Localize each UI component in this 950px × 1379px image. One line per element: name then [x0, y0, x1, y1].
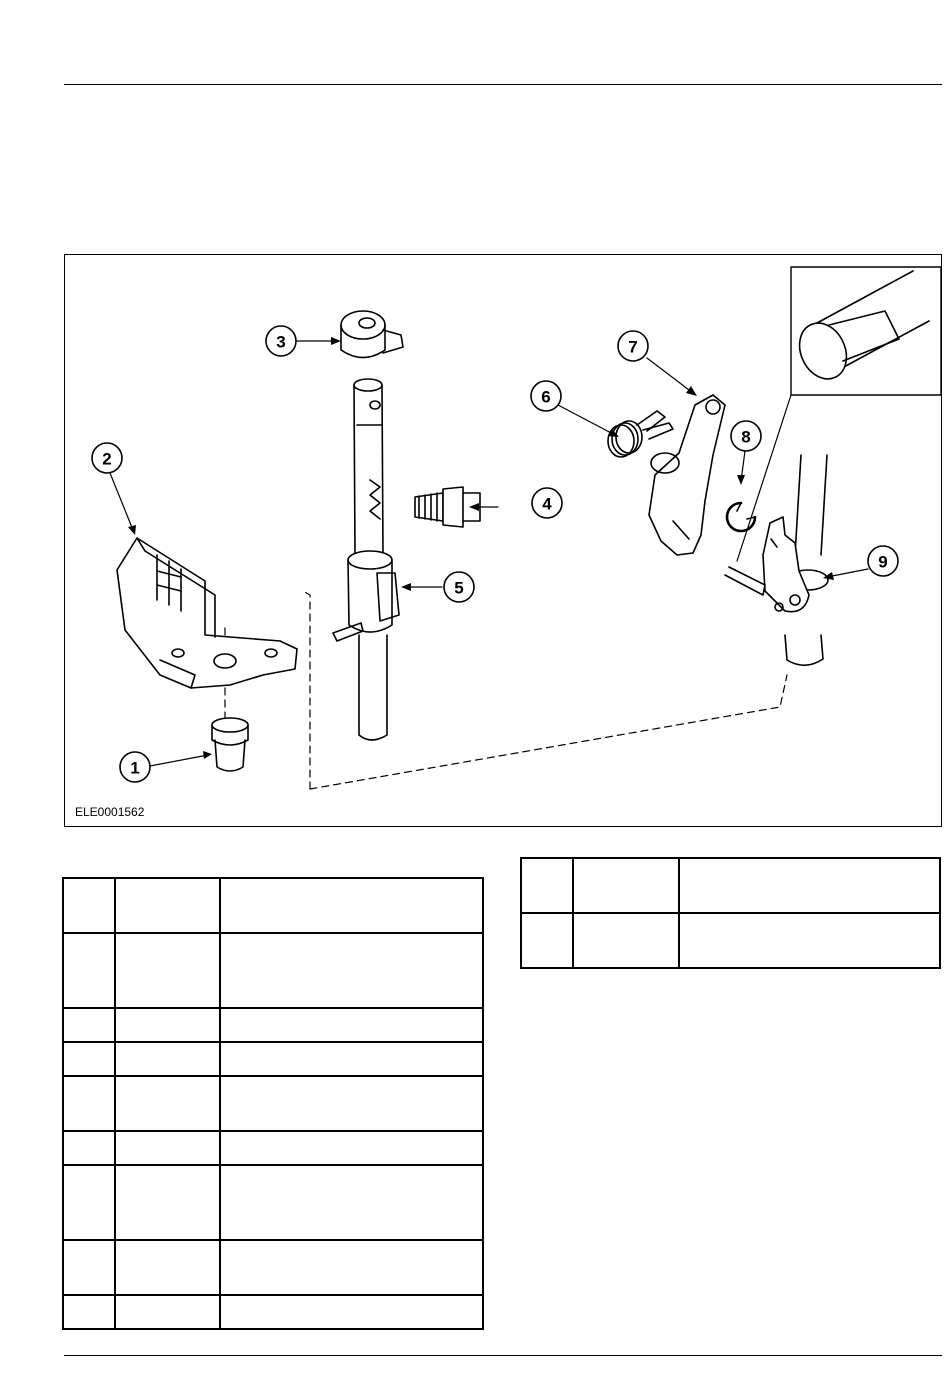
table-cell [63, 1295, 115, 1329]
bush-part [212, 718, 248, 771]
table-row [63, 1042, 483, 1076]
parts-table-right [520, 857, 941, 969]
table-cell [220, 933, 483, 1008]
table-cell [220, 878, 483, 933]
table-cell [115, 1042, 220, 1076]
table-cell [115, 1076, 220, 1131]
footer-rule [64, 1355, 942, 1356]
table-cell [115, 1240, 220, 1295]
table-row [63, 1008, 483, 1042]
table-cell [220, 1008, 483, 1042]
table-cell [63, 1165, 115, 1240]
table-row [521, 913, 940, 968]
assembly-dashed-lines [225, 591, 787, 789]
table-row [63, 1076, 483, 1131]
selector-finger [725, 455, 828, 665]
table-cell [115, 1165, 220, 1240]
table-cell [115, 1131, 220, 1165]
table-cell [115, 1295, 220, 1329]
table-cell [115, 1008, 220, 1042]
table-cell [63, 1131, 115, 1165]
callout-5: 5 [454, 578, 464, 598]
table-cell [220, 1240, 483, 1295]
selector-block [333, 551, 399, 641]
interlock-lever [649, 395, 725, 555]
exploded-parts-figure [64, 254, 942, 827]
table-row [63, 1240, 483, 1295]
table-cell [573, 858, 679, 913]
figure-code: ELE0001562 [75, 805, 145, 819]
table-cell [63, 1042, 115, 1076]
callout-4: 4 [542, 494, 552, 514]
table-cell [521, 858, 573, 913]
table-cell [220, 1076, 483, 1131]
callout-1: 1 [130, 758, 140, 778]
callout-3: 3 [276, 332, 286, 352]
callout-9: 9 [878, 552, 888, 572]
callout-7: 7 [628, 337, 638, 357]
table-row [63, 1165, 483, 1240]
table-cell [521, 913, 573, 968]
header-rule [64, 84, 942, 85]
table-cell [573, 913, 679, 968]
table-row [63, 1131, 483, 1165]
table-cell [63, 1240, 115, 1295]
callout-8: 8 [741, 427, 751, 447]
table-cell [115, 933, 220, 1008]
table-cell [220, 1295, 483, 1329]
table-cell [220, 1042, 483, 1076]
table-cell [63, 1076, 115, 1131]
table-cell [63, 1008, 115, 1042]
table-cell [220, 1165, 483, 1240]
gate-plate-bracket [117, 538, 297, 688]
callout-6: 6 [541, 387, 551, 407]
table-row [63, 878, 483, 933]
leader-lines [110, 341, 868, 766]
table-cell [220, 1131, 483, 1165]
table-cell [63, 878, 115, 933]
parts-table-left [62, 877, 484, 1330]
table-cell [63, 933, 115, 1008]
table-row [521, 858, 940, 913]
table-cell [679, 913, 940, 968]
collar-clamp [341, 311, 403, 358]
table-cell [679, 858, 940, 913]
inset-detail [737, 267, 941, 561]
torsion-spring [608, 411, 673, 457]
table-row [63, 1295, 483, 1329]
callout-2: 2 [102, 449, 112, 469]
leader-arrowheads [128, 337, 834, 759]
table-row [63, 933, 483, 1008]
table-cell [115, 878, 220, 933]
